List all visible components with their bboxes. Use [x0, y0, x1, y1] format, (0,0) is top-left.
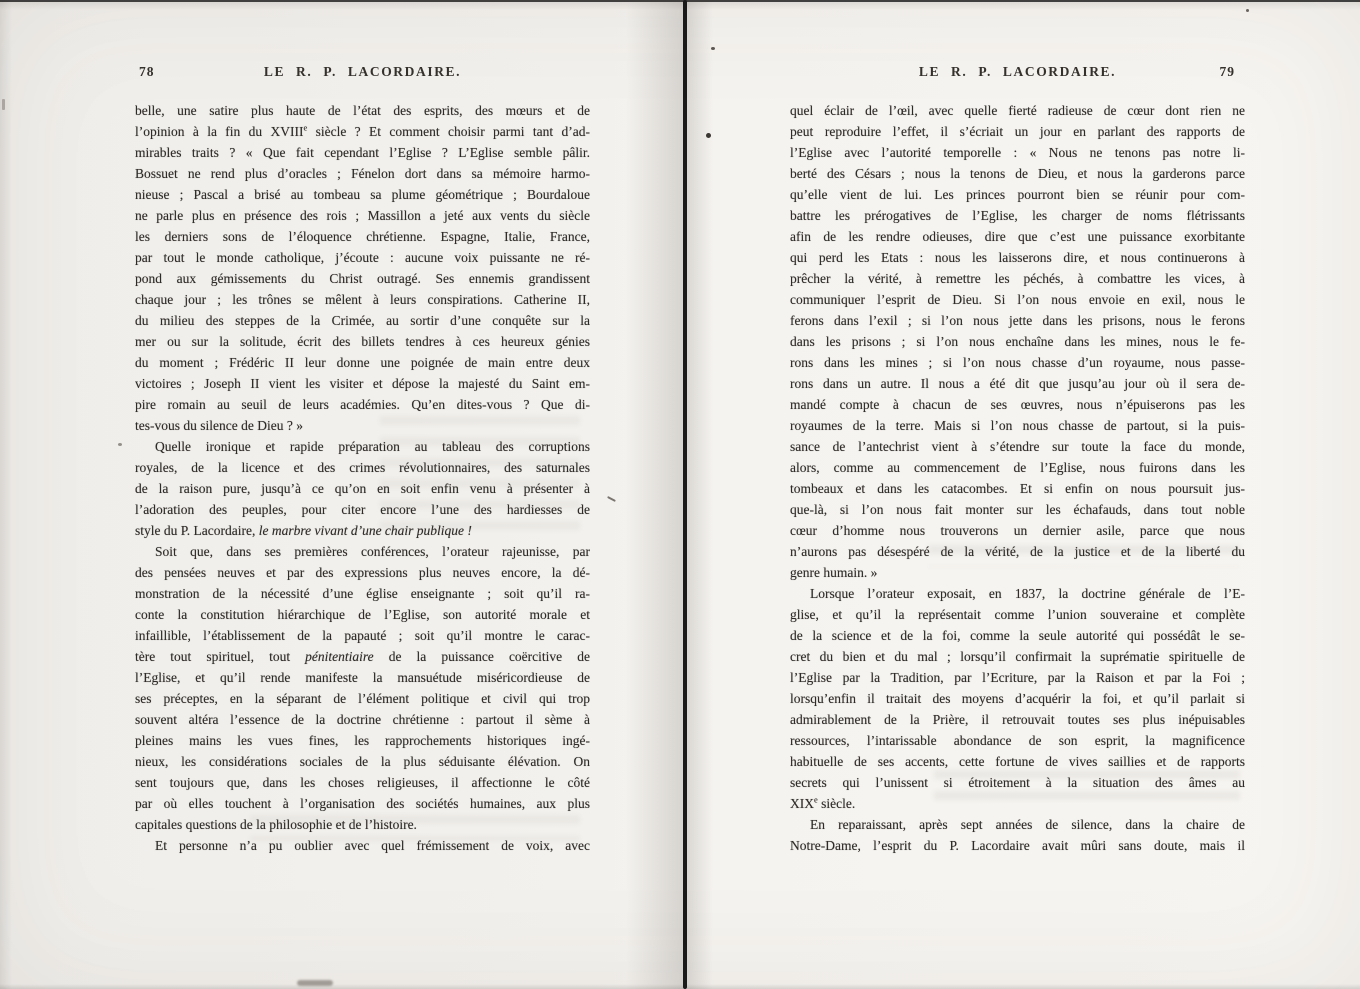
text-line: cret du bien et du mal ; lorsqu’il confirmait la suprématie spirituelle de	[790, 649, 1245, 664]
text-line: cœur d’homme nous trouverons un dernier asile, parce que nous	[790, 523, 1245, 538]
running-title: LE R. P. LACORDAIRE.	[263, 64, 462, 79]
ink-speck	[1246, 9, 1249, 12]
text-line: pleines mains les vues fines, les rapprochements historiques ingé-	[135, 733, 590, 748]
text-line: afin de les rendre odieuses, dire que c’est une puissance exorbitante	[790, 229, 1245, 244]
text-line: ferons dans l’exil ; si l’on nous jette dans les prisons, nous le ferons	[790, 313, 1245, 328]
page-text	[790, 100, 1245, 856]
text-line: de la raison pure, jusqu’à ce qu’on en soit enfin venu à présenter à	[135, 481, 590, 496]
text-line: berté des Césars ; nous la tenons de Dieu, et nous la garderons parce	[790, 166, 1245, 181]
scan-top-edge	[0, 0, 1360, 10]
text-line: infaillible, l’établissement de la papauté ; soit qu’il montre le carac-	[135, 628, 590, 643]
page-header	[135, 64, 590, 80]
ink-speck	[706, 133, 711, 138]
text-line: glise, et qu’il la représentait comme l’union souveraine et complète	[790, 607, 1245, 622]
text-line: nieux, les considérations sociales de la plus séduisante élévation. On	[135, 754, 590, 769]
text-line: souvent altéra l’essence de la doctrine chrétienne : partout il sème à	[135, 712, 590, 727]
text-line: style du P. Lacordaire, le marbre vivant d’une chair publique !	[135, 523, 472, 538]
text-line: royaumes de la terre. Mais si l’on nous chasse de partout, si la puis-	[790, 418, 1245, 433]
text-line: sent toujours que, dans les choses religieuses, il affectionne le côté	[135, 775, 590, 790]
text-line: qui perd les Etats : nous les laisserons dire, et nous continuerons à	[790, 250, 1245, 265]
page-text	[135, 100, 590, 856]
text-line: secrets qui l’unissent si étroitement à la situation des âmes au	[790, 775, 1245, 790]
text-line: du milieu des steppes de la Crimée, au sortir d’une conquête sur la	[135, 313, 590, 328]
gutter-shadow-left	[626, 0, 683, 989]
text-line: rons dans un autre. Il nous a été dit que jusqu’au jour où il sera de-	[790, 376, 1245, 391]
text-line: lorsqu’enfin il traitait des moyens d’acquérir la foi, et qu’il parlait si	[790, 691, 1245, 706]
text-line: Quelle ironique et rapide préparation au tableau des corruptions	[155, 439, 590, 454]
text-line: l’Eglise avec l’autorité temporelle : « Nous ne tenons pas notre li-	[790, 145, 1245, 160]
text-line: sance de l’antechrist vient à s’étendre sur toute la face du monde,	[790, 439, 1245, 454]
text-line: l’Eglise par la Tradition, par l’Ecriture, par la Raison et par la Foi ;	[790, 670, 1245, 685]
text-line: par tout le monde catholique, j’écoute : aucune voix puissante ne ré-	[135, 250, 590, 265]
text-line: monstration de la nécessité d’une église enseignante ; soit qu’il ra-	[135, 586, 590, 601]
text-line: Lorsque l’orateur exposait, en 1837, la doctrine générale de l’E-	[810, 586, 1245, 601]
page-number: 78	[139, 64, 155, 79]
text-line: pire romain au seuil de leurs académies. Qu’en dites-vous ? Que di-	[135, 397, 590, 412]
text-line: peut reproduire l’effet, il s’écriait un jour en parlant des rapports de	[790, 124, 1245, 139]
running-title: LE R. P. LACORDAIRE.	[918, 64, 1117, 79]
text-line: qu’elle vient de lui. Les princes pourront bien se réunir pour com-	[790, 187, 1245, 202]
text-line: de la science et de la foi, comme la seule autorité qui possédât le se-	[790, 628, 1245, 643]
text-line: prêcher la vérité, à remettre les péchés, à combattre les vices, à	[790, 271, 1245, 286]
text-line: habituelle de ses accents, cette fortune de vives saillies et de rapports	[790, 754, 1245, 769]
text-line: nieuse ; Pascal a brisé au tombeau sa plume géométrique ; Bourdaloue	[135, 187, 590, 202]
text-line: ne parle plus en présence des rois ; Massillon a jeté aux vents du siècle	[135, 208, 590, 223]
page-78	[135, 64, 590, 856]
text-line: battre les prérogatives de l’Eglise, les charger de noms flétrissants	[790, 208, 1245, 223]
text-line: tombeaux et dans les catacombes. Et si enfin on nous poursuit jus-	[790, 481, 1245, 496]
text-line: ressources, l’intarissable abondance de son esprit, la magnificence	[790, 733, 1245, 748]
text-line: l’Eglise, et qu’il rende manifeste la mansuétude miséricordieuse de	[135, 670, 590, 685]
text-line: l’adoration des peuples, pour citer encore l’une des hardiesses de	[135, 502, 590, 517]
text-line: Bossuet ne rend plus d’oracles ; Fénelon dort dans sa mémoire harmo-	[135, 166, 590, 181]
page-header	[790, 64, 1245, 80]
ink-speck	[711, 47, 715, 50]
text-line: Et personne n’a pu oublier avec quel frémissement de voix, avec	[155, 838, 590, 853]
text-line: les derniers sons de l’éloquence chrétienne. Espagne, Italie, France,	[135, 229, 590, 244]
text-line: XIXe siècle.	[790, 795, 856, 811]
text-line: communiquer l’esprit de Dieu. Si l’on nous envoie en exil, nous le	[790, 292, 1245, 307]
text-line: l’opinion à la fin du XVIIIe siècle ? Et comment choisir parmi tant d’ad-	[135, 123, 590, 139]
text-line: mandé compte à chacun de ses œuvres, nous n’épuiserons pas les	[790, 397, 1245, 412]
text-line: mirables traits ? « Que fait cependant l’Eglise ? L’Eglise semble pâlir.	[135, 145, 590, 160]
book-gutter	[683, 0, 687, 989]
scan-left-edge	[0, 0, 12, 989]
text-line: admirablement de la Prière, il retrouvait toutes ses plus inépuisables	[790, 712, 1245, 727]
text-line: En reparaissant, après sept années de silence, dans la chaire de	[810, 817, 1245, 832]
scan-bottom-edge	[0, 984, 1360, 989]
text-line: victoires ; Joseph II vient les visiter et dépose la majesté du Saint em-	[135, 376, 590, 391]
ink-speck	[607, 496, 616, 502]
page-number: 79	[1219, 64, 1235, 79]
text-line: rons dans les mines ; si l’on nous chasse d’un royaume, nous passe-	[790, 355, 1245, 370]
text-line: par où elles touchent à l’organisation des sociétés humaines, aux plus	[135, 796, 590, 811]
ink-smudge	[297, 980, 333, 986]
text-line: alors, comme au commencement de l’Eglise, nous fuirons dans les	[790, 460, 1245, 475]
text-line: tes-vous du silence de Dieu ? »	[135, 418, 303, 433]
text-line: dans les prisons ; si l’on nous enchaîne dans les mines, nous le fe-	[790, 334, 1245, 349]
page-79	[790, 64, 1245, 856]
text-line: que-là, si l’on nous fait monter sur les échafauds, dans tout noble	[790, 502, 1245, 517]
text-line: des pensées neuves et par des expressions plus neuves encore, la dé-	[135, 565, 590, 580]
text-line: n’aurons pas désespéré de la vérité, de la justice et de la liberté du	[790, 544, 1245, 559]
text-line: tère tout spirituel, tout pénitentiaire de la puissance coërcitive de	[135, 649, 590, 664]
text-line: Soit que, dans ses premières conférences, l’orateur rajeunisse, par	[155, 544, 590, 559]
text-line: quel éclair de l’œil, avec quelle fierté radieuse de cœur dont rien ne	[790, 103, 1245, 118]
text-line: du moment ; Frédéric II leur donne une poignée de main entre deux	[135, 355, 590, 370]
text-line: conte la constitution hiérarchique de l’Eglise, son autorité morale et	[135, 607, 590, 622]
text-line: ses préceptes, en la séparant de l’élément politique et civil qui trop	[135, 691, 590, 706]
text-line: mer ou sur la solitude, écrit des billets tendres à ces heureux génies	[135, 334, 590, 349]
gutter-shadow-right	[687, 0, 713, 989]
text-line: capitales questions de la philosophie et de l’histoire.	[135, 817, 417, 832]
ink-speck	[118, 443, 122, 446]
ink-smudge	[2, 99, 5, 110]
text-line: pond aux gémissements du Christ outragé. Ses ennemis grandissent	[135, 271, 590, 286]
text-line: belle, une satire plus haute de l’état des esprits, des mœurs et de	[135, 103, 590, 118]
text-line: Notre-Dame, l’esprit du P. Lacordaire avait mûri sans doute, mais il	[790, 838, 1245, 853]
text-line: genre humain. »	[790, 565, 878, 580]
text-line: chaque jour ; les trônes se mêlent à leurs conspirations. Catherine II,	[135, 292, 590, 307]
text-line: royales, de la licence et des crimes révolutionnaires, des saturnales	[135, 460, 590, 475]
